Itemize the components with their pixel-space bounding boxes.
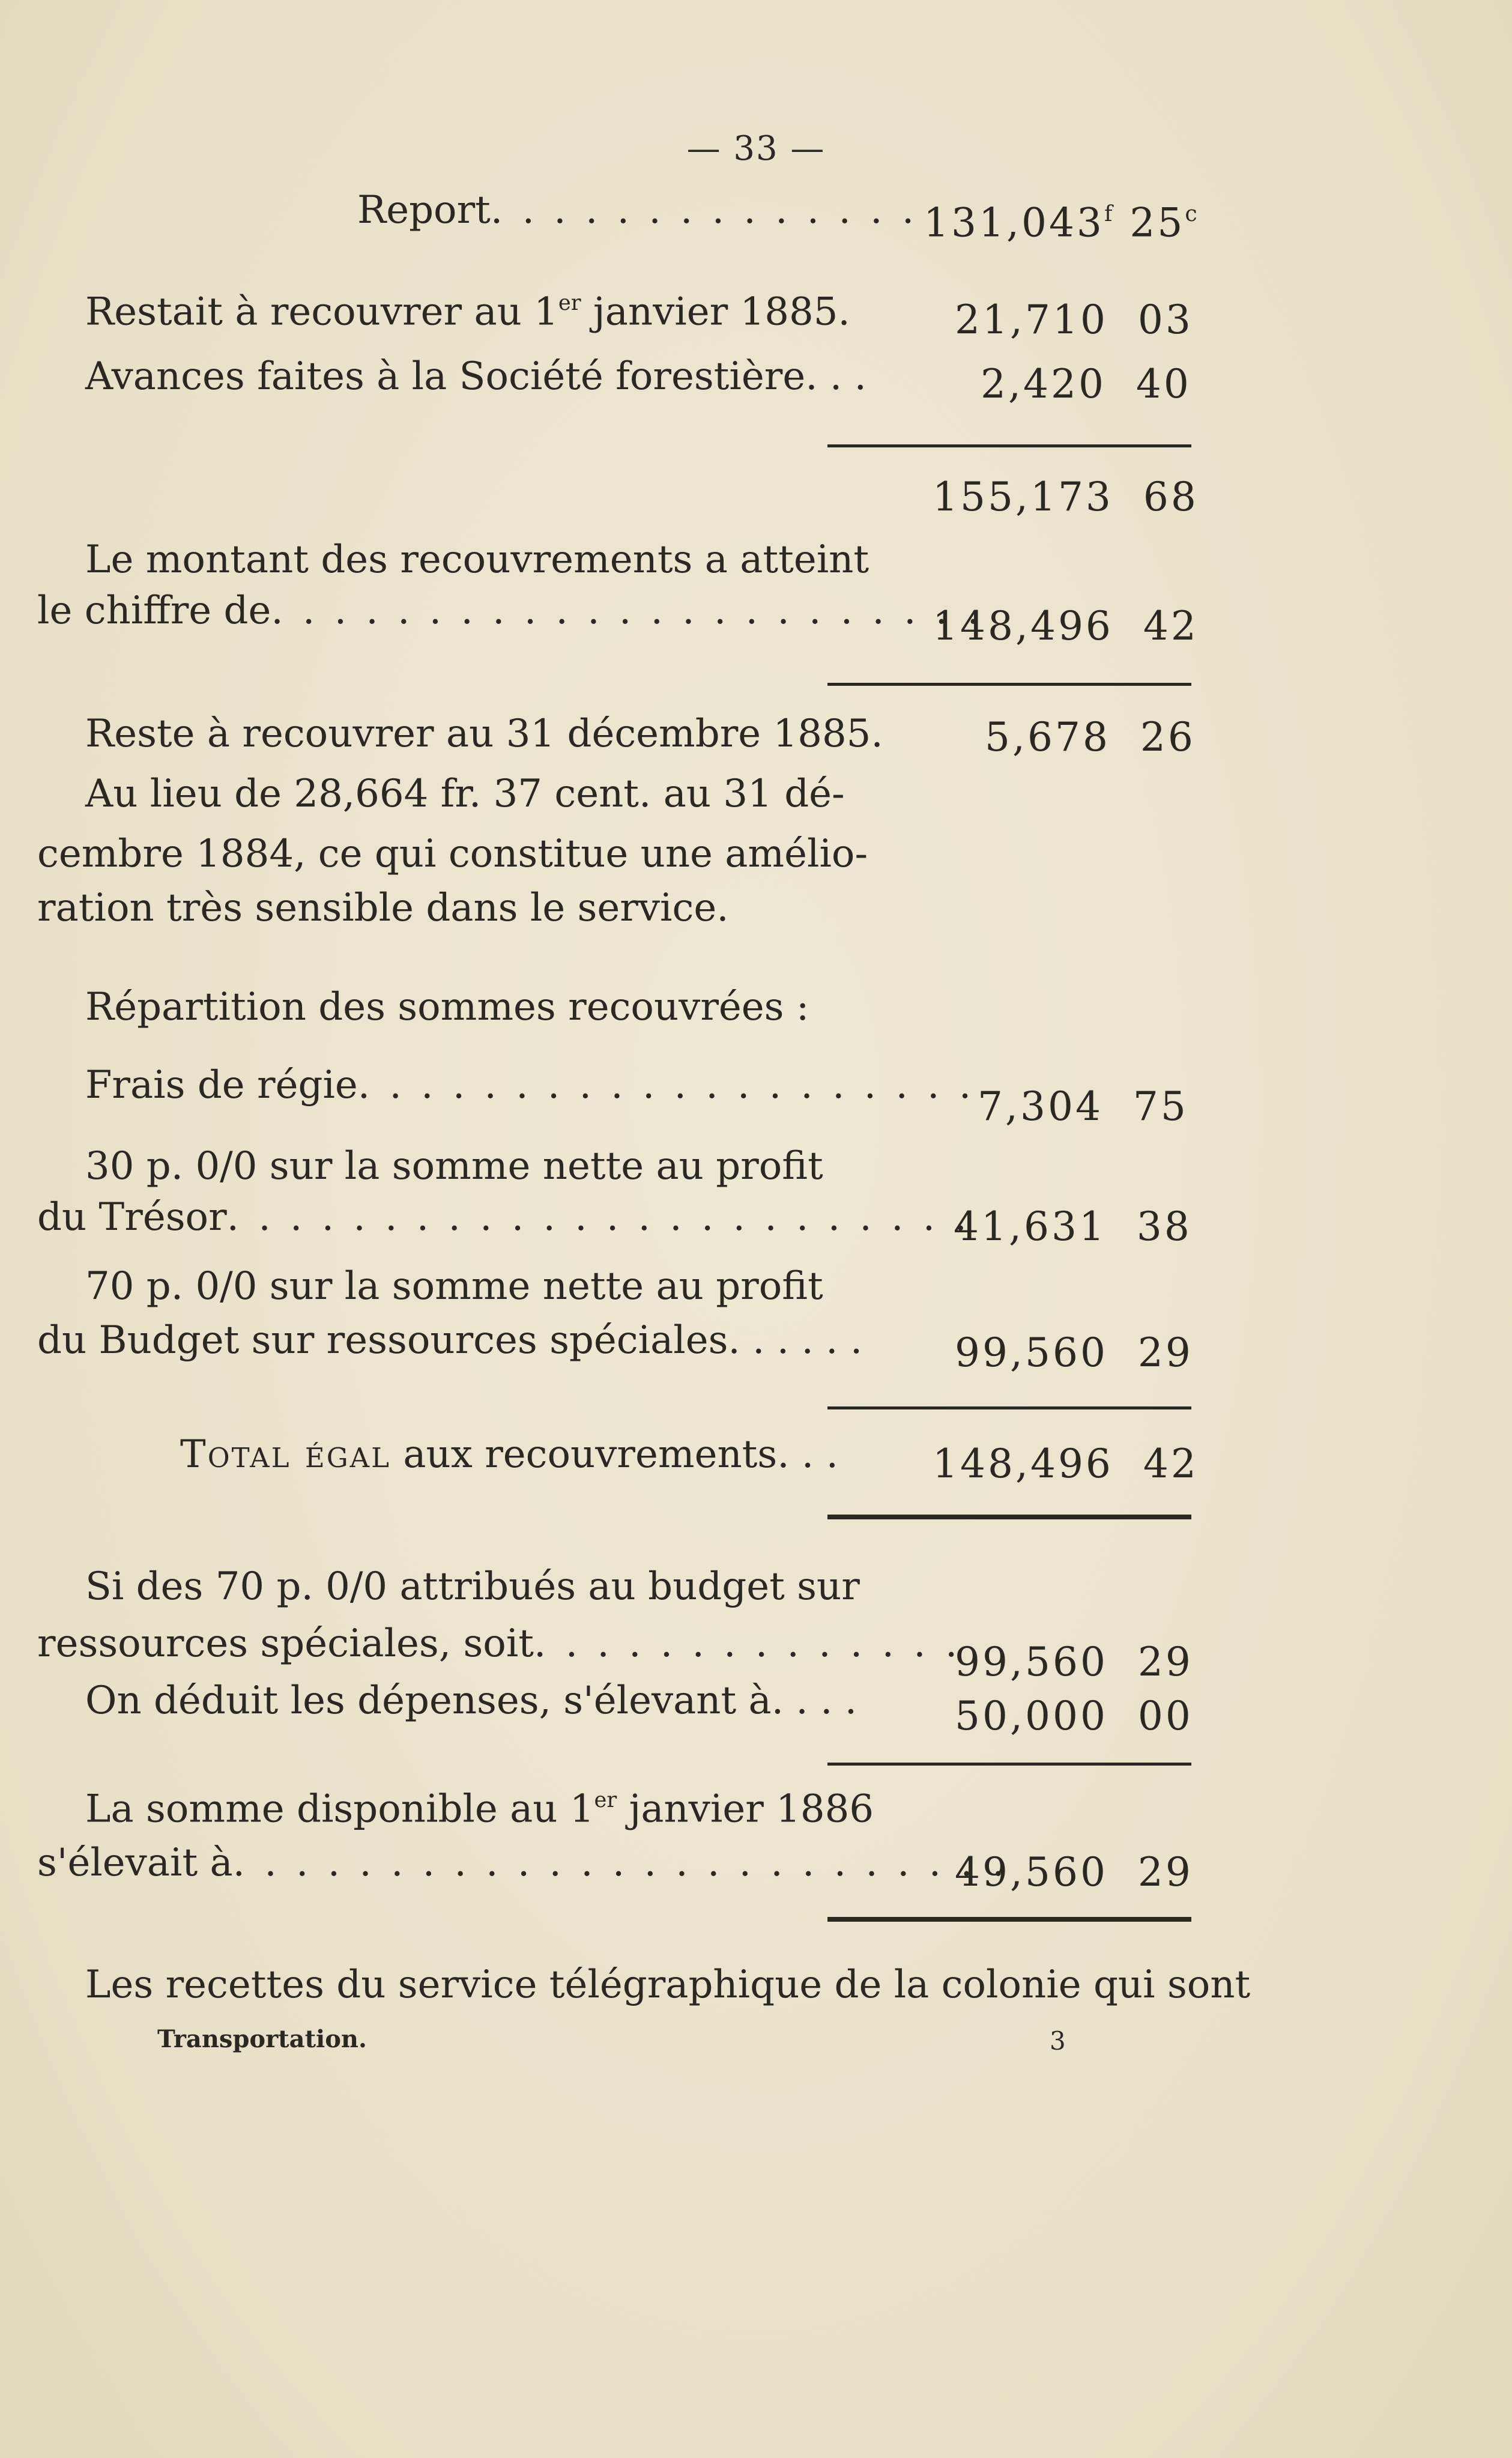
reste-label: Reste à recouvrer au 31 décembre 1885.	[85, 712, 883, 756]
trente-amount: 41,631 38	[954, 1203, 1192, 1250]
avances-label: Avances faites à la Société forestière. . .	[85, 354, 866, 399]
somme-amount: 49,560 29	[955, 1849, 1193, 1895]
rule	[827, 683, 1191, 686]
restait-label: Restait à recouvrer au 1er janvier 1885.	[85, 289, 850, 334]
repartition-label: Répartition des sommes recouvrées :	[85, 985, 809, 1029]
rule	[827, 444, 1191, 447]
avances-amount: 2,420 40	[981, 361, 1191, 407]
total-label: Total égal aux recouvrements. . .	[180, 1432, 838, 1477]
report-amount: 131,043$^f$ 25$^c$	[924, 199, 1200, 246]
si-amount: 99,560 29	[955, 1639, 1193, 1685]
report-label: Report. . . . . . . . . . . . . .	[357, 188, 918, 232]
rule	[827, 1406, 1191, 1409]
septante-amount: 99,560 29	[955, 1330, 1193, 1376]
trente-line2: du Trésor. . . . . . . . . . . . . . . . . . . . . . . .	[37, 1195, 970, 1240]
septante-line1: 70 p. 0/0 sur la somme nette au profit	[85, 1264, 823, 1309]
deduit-label: On déduit les dépenses, s'élevant à. . . .	[85, 1679, 857, 1723]
total-amount: 148,496 42	[933, 1441, 1199, 1487]
deduit-amount: 50,000 00	[955, 1693, 1193, 1739]
si-line1: Si des 70 p. 0/0 attribués au budget sur	[85, 1564, 860, 1609]
signature-mark: 3	[1050, 2026, 1066, 2056]
reste-amount: 5,678 26	[985, 714, 1196, 760]
recettes-line: Les recettes du service télégraphique de la colonie qui sont	[85, 1963, 1251, 2007]
rule	[827, 1515, 1191, 1519]
frais-amount: 7,304 75	[978, 1083, 1188, 1130]
rule	[827, 1917, 1191, 1922]
frais-label: Frais de régie. . . . . . . . . . . . . . . . . . . .	[85, 1063, 975, 1107]
somme-line2: s'élevait à. . . . . . . . . . . . . . . . . . . . . . . . .	[37, 1841, 1008, 1885]
restait-amount: 21,710 03	[955, 297, 1193, 343]
somme-line1: La somme disponible au 1er janvier 1886	[85, 1787, 874, 1832]
montant-amount: 148,496 42	[933, 603, 1199, 649]
septante-line2: du Budget sur ressources spéciales. . . . . .	[37, 1318, 863, 1363]
aulieu-line1: Au lieu de 28,664 fr. 37 cent. au 31 dé-	[85, 772, 845, 816]
montant-line2: le chiffre de. . . . . . . . . . . . . . . . . . . . . . .	[37, 589, 983, 633]
aulieu-line2: cembre 1884, ce qui constitue une amélio-	[37, 832, 868, 876]
page-number: — 33 —	[686, 129, 826, 168]
aulieu-line3: ration très sensible dans le service.	[37, 886, 729, 930]
montant-line1: Le montant des recouvrements a atteint	[85, 537, 869, 582]
trente-line1: 30 p. 0/0 sur la somme nette au profit	[85, 1144, 823, 1188]
rule	[827, 1763, 1191, 1766]
si-line2: ressources spéciales, soit. . . . . . . . . . . . . .	[37, 1621, 961, 1666]
subtotal-amount: 155,173 68	[933, 474, 1199, 520]
footnote-transportation: Transportation.	[157, 2025, 367, 2053]
